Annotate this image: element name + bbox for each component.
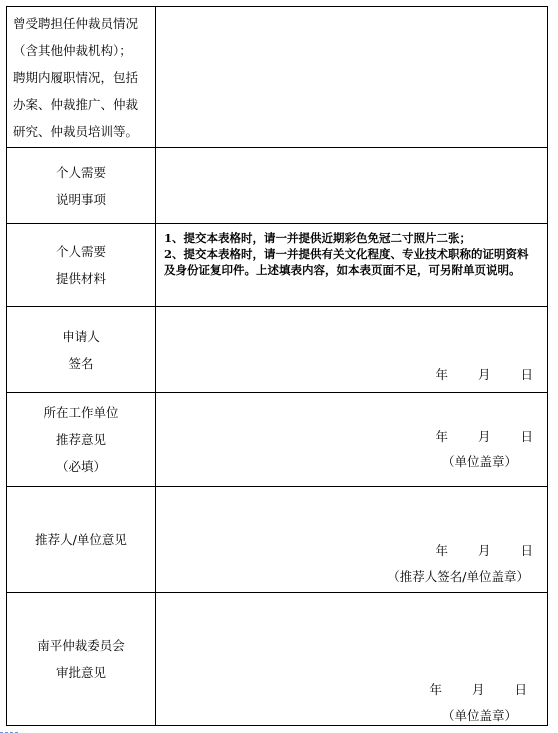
label-line: （必填） (55, 459, 106, 474)
committee-stamp-label: （单位盖章） (441, 708, 517, 723)
label-line: 申请人 (62, 328, 100, 344)
label-applicant (7, 307, 156, 393)
date-day: 日 (514, 682, 527, 697)
page-corner-marker (0, 726, 18, 733)
workplace-opinion-cell[interactable] (156, 393, 548, 487)
label-line: 推荐人/单位意见 (35, 532, 127, 547)
date-line (435, 541, 533, 559)
date-line (429, 680, 527, 698)
date-month: 月 (477, 367, 491, 382)
label-explanation (7, 148, 156, 224)
date-month: 月 (471, 682, 485, 697)
recommender-opinion-cell[interactable] (156, 487, 548, 593)
applicant-signature-cell[interactable] (156, 307, 548, 393)
label-line: 办案、仲裁推广、仲裁 (13, 96, 139, 112)
label-line: （含其他仲裁机构）； (13, 42, 132, 58)
date-year: 年 (435, 367, 448, 382)
application-form-table (6, 6, 548, 726)
date-month: 月 (477, 543, 491, 558)
label-line: 研究、仲裁员培训等。 (13, 123, 139, 139)
date-line (435, 365, 533, 383)
label-history (7, 7, 156, 148)
row-workplace (7, 393, 548, 487)
row-committee (7, 593, 548, 726)
label-line: 南平仲裁委员会 (37, 638, 125, 653)
note-line-2: 2、提交本表格时，请一并提供有关文化程度、专业技术职称的证明资料及身份证复印件。上述填表内容，如本表页面不足，可另附单页说明。 (164, 247, 529, 277)
row-history (7, 7, 548, 148)
label-line: 个人需要 (55, 164, 106, 180)
recommender-stamp-label: （推荐人签名/单位盖章） (387, 569, 529, 584)
row-applicant (7, 307, 548, 393)
row-recommender (7, 487, 548, 593)
label-line: 提供材料 (55, 271, 106, 286)
materials-note (156, 224, 548, 307)
date-month: 月 (477, 429, 491, 444)
date-year: 年 (435, 543, 448, 558)
committee-approval-cell[interactable] (156, 593, 548, 726)
date-line (435, 427, 533, 445)
label-line: 聘期内履职情况，包括 (13, 69, 139, 85)
date-day: 日 (520, 543, 533, 558)
label-line: 推荐意见 (55, 432, 106, 447)
label-line: 所在工作单位 (43, 405, 119, 420)
label-line: 个人需要 (55, 244, 106, 259)
label-recommender (7, 487, 156, 593)
label-workplace (7, 393, 156, 487)
row-materials (7, 224, 548, 307)
label-line: 审批意见 (55, 665, 106, 680)
label-line: 签名 (68, 355, 94, 371)
label-line: 说明事项 (55, 191, 106, 207)
date-day: 日 (520, 429, 533, 444)
label-materials (7, 224, 156, 307)
label-line: 曾受聘担任仲裁员情况 (13, 15, 139, 31)
date-year: 年 (435, 429, 448, 444)
unit-stamp-label: （单位盖章） (441, 454, 517, 469)
explanation-input-cell[interactable] (156, 148, 548, 224)
date-day: 日 (520, 367, 533, 382)
row-explanation (7, 148, 548, 224)
note-line-1: 1、提交本表格时，请一并提供近期彩色免冠二寸照片二张； (164, 231, 471, 245)
date-year: 年 (429, 682, 442, 697)
history-input-cell[interactable] (156, 7, 548, 148)
label-committee (7, 593, 156, 726)
